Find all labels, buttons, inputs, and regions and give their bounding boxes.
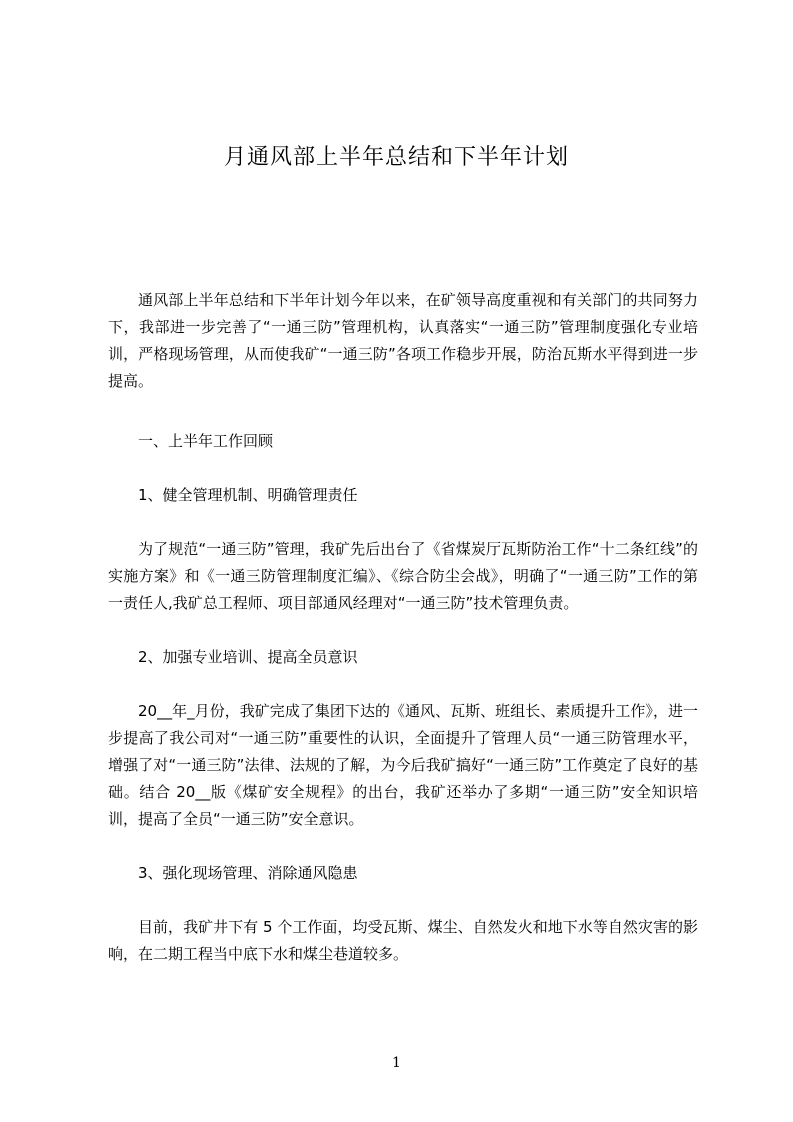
document-body xyxy=(108,287,698,968)
intro-paragraph: 通风部上半年总结和下半年计划今年以来，在矿领导高度重视和有关部门的共同努力下，我部进一步完善了“一通三防”管理机构，认真落实“一通三防”管理制度强化专业培训，严格现场管理，从而使我矿“一通三防”各项工作稳步开展，防治瓦斯水平得到进一步提高。 xyxy=(108,291,698,390)
item-heading-1: 1、健全管理机制、明确管理责任 xyxy=(138,486,358,504)
item-paragraph-2: 20__年_月份，我矿完成了集团下达的《通风、瓦斯、班组长、素质提升工作》，进一步提高了我公司对“一通三防”重要性的认识，全面提升了管理人员“一通三防管理水平，增强了对“一通三防”法律、法规的了解，为今后我矿搞好“一通三防”工作奠定了良好的基础。结合 20__版《煤矿安全规程》的出台，我矿还举办了多期“一通三防”安全知识培训，提高了全员“一通三防”安全意识。 xyxy=(108,702,698,828)
item-heading-2: 2、加强专业培训、提高全员意识 xyxy=(138,648,358,666)
item-heading-3: 3、强化现场管理、消除通风隐患 xyxy=(138,864,358,882)
item-paragraph-1: 为了规范“一通三防”管理，我矿先后出台了《省煤炭厅瓦斯防治工作“十二条红线”的实施方案》和《一通三防管理制度汇编》、《综合防尘会战》，明确了“一通三防”工作的第一责任人,我矿总工程师、项目部通风经理对“一通三防”技术管理负责。 xyxy=(108,540,698,612)
document-title: 月通风部上半年总结和下半年计划 xyxy=(223,145,569,170)
item-paragraph-3: 目前，我矿井下有 5 个工作面，均受瓦斯、煤尘、自然发火和地下水等自然灾害的影响，在二期工程当中底下水和煤尘巷道较多。 xyxy=(108,918,698,963)
section-heading-1: 一、上半年工作回顾 xyxy=(138,432,274,450)
page-number: 1 xyxy=(392,1055,401,1071)
